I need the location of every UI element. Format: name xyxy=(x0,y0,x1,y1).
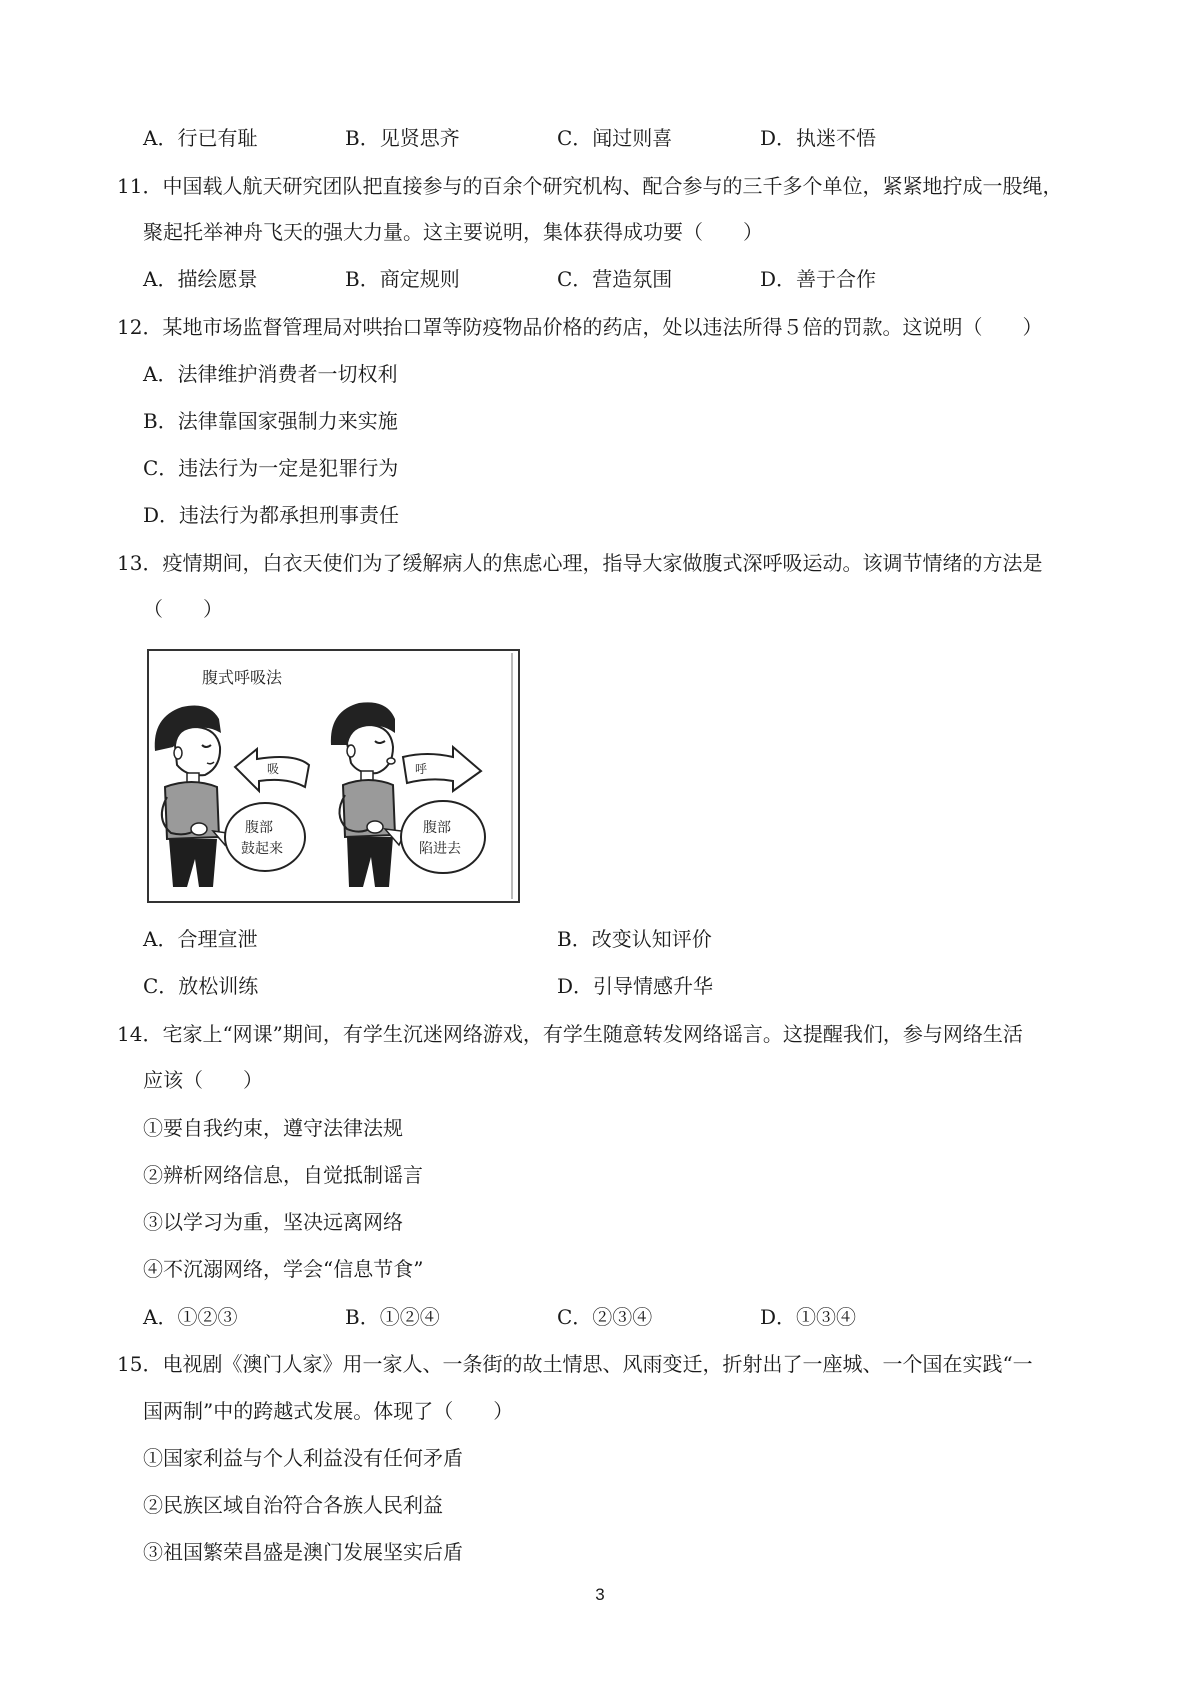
q14-stem-line1: 14．宅家上“网课”期间，有学生沉迷网络游戏，有学生随意转发网络谣言。这提醒我们，参与网络生活 xyxy=(117,1022,1023,1046)
q15-stem-line1: 15．电视剧《澳门人家》用一家人、一条街的故土情思、风雨变迁，折射出了一座城、一个国在实践“一 xyxy=(117,1352,1033,1376)
q15-item-1: ①国家利益与个人利益没有任何矛盾 xyxy=(143,1446,463,1470)
q10-option-a: A．行已有耻 xyxy=(143,126,258,150)
q13-option-a: A．合理宣泄 xyxy=(143,927,258,951)
abdominal-breathing-figure xyxy=(147,649,520,903)
q14-item-4: ④不沉溺网络，学会“信息节食” xyxy=(143,1257,424,1281)
q13-option-b: B．改变认知评价 xyxy=(557,927,712,951)
figure-title: 腹式呼吸法 xyxy=(202,668,283,687)
bubble-left-line2: 鼓起来 xyxy=(241,841,283,857)
q14-stem-line2: 应该（ ） xyxy=(143,1068,263,1092)
q15-item-3: ③祖国繁荣昌盛是澳门发展坚实后盾 xyxy=(143,1540,463,1564)
q12-option-b: B．法律靠国家强制力来实施 xyxy=(143,409,398,433)
inhale-label: 吸 xyxy=(267,762,280,776)
q15-stem-line2: 国两制”中的跨越式发展。体现了（ ） xyxy=(143,1399,514,1423)
q14-item-2: ②辨析网络信息，自觉抵制谣言 xyxy=(143,1163,423,1187)
q14-option-a: A．①②③ xyxy=(143,1305,238,1329)
q13-option-c: C．放松训练 xyxy=(143,974,259,998)
q12-stem: 12．某地市场监督管理局对哄抬口罩等防疫物品价格的药店，处以违法所得５倍的罚款。这说明（ ） xyxy=(117,315,1043,339)
bubble-left-line1: 腹部 xyxy=(245,820,273,836)
q11-option-a: A．描绘愿景 xyxy=(143,267,258,291)
q14-option-d: D．①③④ xyxy=(760,1305,857,1329)
q11-option-b: B．商定规则 xyxy=(345,267,460,291)
q10-option-b: B．见贤思齐 xyxy=(345,126,460,150)
q12-option-a: A．法律维护消费者一切权利 xyxy=(143,362,398,386)
q15-item-2: ②民族区域自治符合各族人民利益 xyxy=(143,1493,443,1517)
q14-option-c: C．②③④ xyxy=(557,1305,653,1329)
q13-stem-line1: 13．疫情期间，白衣天使们为了缓解病人的焦虑心理，指导大家做腹式深呼吸运动。该调节情绪的方法是 xyxy=(117,551,1043,575)
q11-option-d: D．善于合作 xyxy=(760,267,877,291)
q12-option-d: D．违法行为都承担刑事责任 xyxy=(143,503,400,527)
q14-item-3: ③以学习为重，坚决远离网络 xyxy=(143,1210,403,1234)
q11-stem-line1: 11．中国载人航天研究团队把直接参与的百余个研究机构、配合参与的三千多个单位，紧紧地拧成一股绳， xyxy=(117,174,1063,198)
q11-option-c: C．营造氛围 xyxy=(557,267,673,291)
q10-option-c: C．闻过则喜 xyxy=(557,126,673,150)
q14-item-1: ①要自我约束，遵守法律法规 xyxy=(143,1116,403,1140)
q13-stem-line2: （ ） xyxy=(143,597,223,621)
q13-option-d: D．引导情感升华 xyxy=(557,974,714,998)
bubble-right-line2: 陷进去 xyxy=(419,841,461,857)
bubble-right-line1: 腹部 xyxy=(423,820,451,836)
q14-option-b: B．①②④ xyxy=(345,1305,440,1329)
exhale-label: 呼 xyxy=(415,762,428,776)
q11-stem-line2: 聚起托举神舟飞天的强大力量。这主要说明，集体获得成功要（ ） xyxy=(143,220,763,244)
page-number: 3 xyxy=(595,1585,605,1604)
q10-option-d: D．执迷不悟 xyxy=(760,126,877,150)
q12-option-c: C．违法行为一定是犯罪行为 xyxy=(143,456,399,480)
